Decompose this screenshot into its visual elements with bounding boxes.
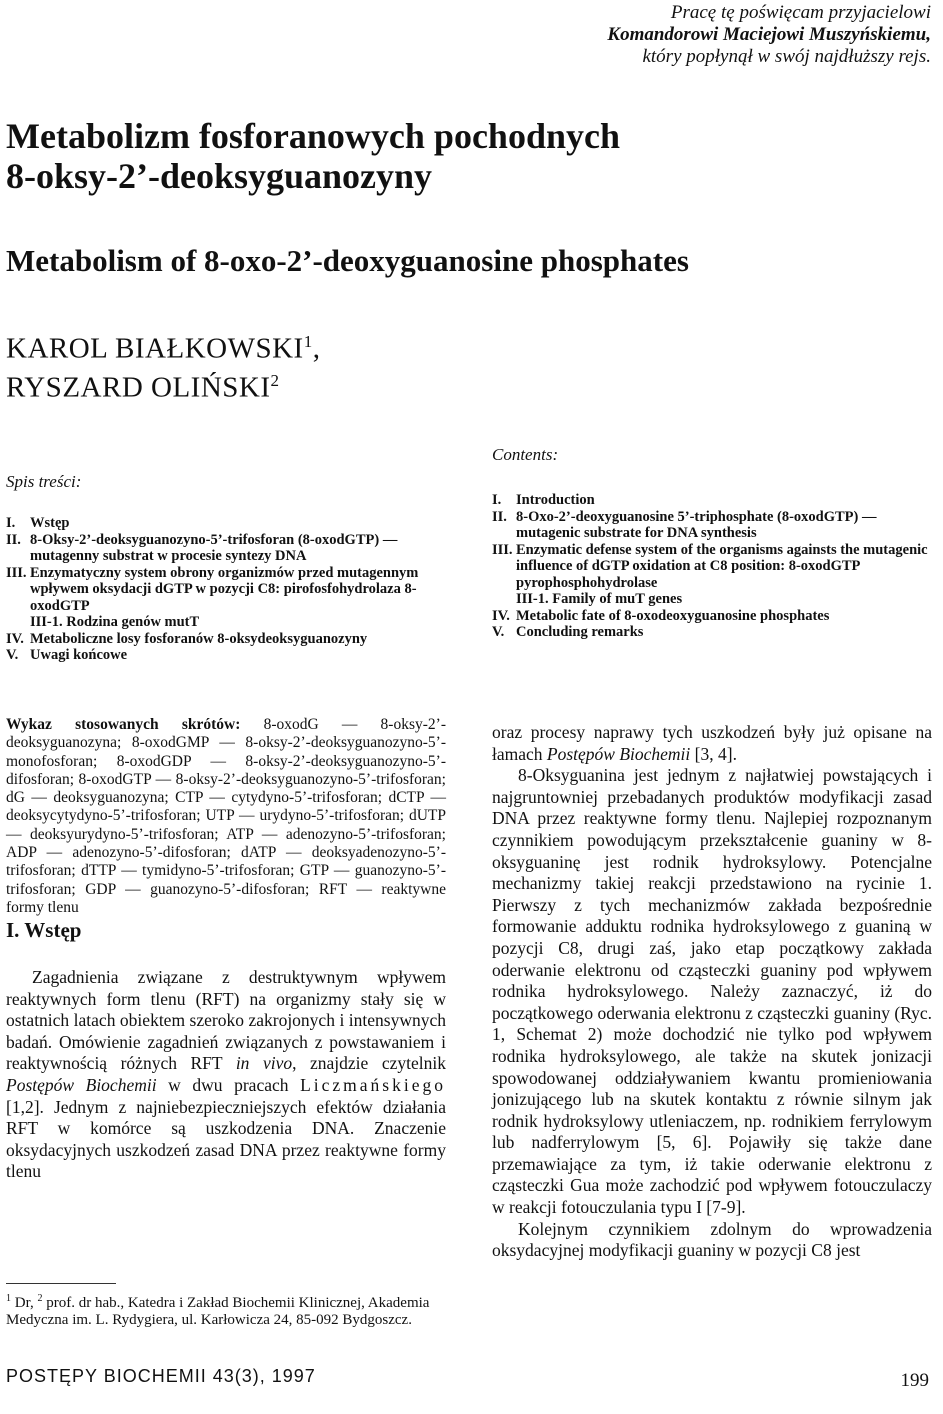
toc-item (6, 631, 446, 648)
author-affiliation-mark: 1 (303, 332, 313, 351)
paragraph (492, 722, 932, 765)
text-run-italic: Postępów Biochemii (6, 1074, 157, 1095)
author-name: KAROL BIAŁKOWSKI (6, 332, 304, 365)
toc-item-number: II. (6, 531, 21, 548)
author (6, 365, 606, 404)
toc-item-text: III-1. Family of muT genes (516, 591, 683, 607)
toc-item (6, 532, 446, 565)
title-polish-line: 8-oksy-2’-deoksyguanozyny (6, 156, 433, 196)
toc-item-text: 8-Oksy-2’-deoksyguanozyno-5’-trifosforan (8-oxodGTP) — mutagenny substrat w procesie syntezy DNA (30, 531, 398, 564)
toc-item-text: Enzymatyczny system obrony organizmów przed mutagennym wpływem oksydacji dGTP w pozycji C8: pirofosfohydrolaza 8-oxodGTP (30, 564, 419, 614)
dedication-line: Komandorowi Maciejowi Muszyńskiemu, (607, 24, 931, 45)
author-name: RYSZARD OLIŃSKI (6, 371, 271, 404)
toc-item-text: 8-Oxo-2’-deoxyguanosine 5’-triphosphate (8-oxodGTP) — mutagenic substrate for DNA synthesis (516, 508, 877, 541)
toc-item-number: IV. (6, 630, 24, 647)
footnote (6, 1290, 446, 1329)
text-run: , znajdzie czytelnik (292, 1053, 446, 1074)
toc-en-heading: Contents: (492, 445, 559, 464)
text-run-italic: in vivo (235, 1053, 293, 1074)
page-number: 199 (900, 1370, 929, 1391)
footnote-text: prof. dr hab., Katedra i Zakład Biochemii Klinicznej, Akademia Medyczna im. L. Rydygiera, ul. Karłowicza 24, 85-092 Bydgoszcz. (6, 1295, 430, 1328)
toc-item (6, 565, 446, 615)
footnote-mark: 2 (37, 1293, 43, 1304)
title-english: Metabolism of 8-oxo-2’-deoxyguanosine phosphates (6, 243, 689, 278)
toc-pl-heading: Spis treści: (6, 472, 82, 491)
toc-pl (6, 515, 446, 664)
text-run: w dwu pracach (156, 1074, 301, 1095)
abbreviations (6, 716, 446, 917)
dedication (491, 2, 931, 68)
author-affiliation-mark: 2 (270, 370, 280, 390)
toc-item (492, 509, 932, 542)
toc-item-text: III-1. Rodzina genów mutT (30, 614, 200, 630)
paragraph: 8-Oksyguanina jest jednym z najłatwiej powstających i najgruntowniej przebadanych produktów modyfikacji zasad DNA przez reaktywne formy tlenu. Najlepiej rozpoznanym czynnikiem powodującym przekształcenie guaniny w 8-oksyguaninę jest rodnik hydroksylowy. Potencjalne mechanizmy takiej reakcji przedstawiono na rycinie 1. Pierwszy z tych mechanizmów zakłada bezpośrednie formowanie adduktu rodnika hydroksylowego z guaniną w pozycji C8, drugi zaś, jako etap początkowy zakłada oderwanie elektronu od cząsteczki guaniny pod wpływem rodnika hydroksylowego. Należy zaznaczyć, iż do początkowego oderwania elektronu z cząsteczki guaniny (Ryc. 1, Schemat 2) może dochodzić nie tylko pod wpływem rodnika hydroksylowego, ale także na skutek jonizacji spowodowanej oddziaływaniem kwantu promieniowania jonizującego lub na skutek kontaktu z równie silnym jak rodnik hydroksylowy utleniaczem, np. rodnikiem ferrylowym lub nadferrylowym [5, 6]. Pojawiły się także dane przemawiające za tym, iż takie oderwanie elektronu z cząsteczki Gua może zachodzić pod wpływem fotouczulaczy w reakcji fotouczulania typu I [7-9]. (492, 765, 933, 1218)
paragraph: Kolejnym czynnikiem zdolnym do wprowadzenia oksydacyjnej modyfikacji guaniny w pozycji C8 jest (492, 1218, 932, 1261)
author (6, 326, 606, 365)
authors (6, 326, 606, 403)
text-run: Zagadnienia związane z destruktywnym wpływem reaktywnych form tlenu (RFT) na organizmy stały się w ostatnich latach obiektem szeroko zakrojonych i intensywnych badań. Omówienie zagadnień związanych z powstawaniem i reaktywnością różnych RFT (6, 967, 446, 1074)
footnote-divider (6, 1283, 116, 1284)
toc-item-text: Uwagi końcowe (30, 647, 128, 663)
toc-item-number: I. (492, 492, 502, 508)
footnote-text: Dr, (11, 1295, 38, 1311)
toc-item (492, 542, 932, 592)
toc-item (492, 608, 932, 625)
toc-item (492, 624, 932, 641)
text-run-italic: Postępów Biochemii (546, 743, 691, 764)
toc-item-text: Metabolic fate of 8-oxodeoxyguanosine phosphates (516, 607, 830, 624)
toc-item (6, 614, 446, 631)
left-column-body (6, 967, 446, 1183)
text-run-spaced: Liczmańskiego (300, 1074, 446, 1095)
toc-item-number: III. (6, 564, 27, 581)
journal-footer: POSTĘPY BIOCHEMII 43(3), 1997 (6, 1366, 316, 1386)
toc-item-number: II. (492, 508, 507, 525)
toc-item (492, 492, 932, 509)
title-polish (6, 116, 906, 196)
toc-item-number: IV. (492, 607, 510, 624)
toc-item (6, 515, 446, 532)
toc-item-text: Introduction (516, 492, 595, 508)
section-heading: I. Wstęp (6, 918, 82, 942)
right-column-body (492, 722, 932, 1262)
toc-item-text: Enzymatic defense system of the organisms againsts the mutagenic influence of dGTP oxidation at C8 position: 8-oxodGTP pyrophosphohydrolase (516, 541, 928, 591)
abbreviations-label: Wykaz stosowanych skrótów: (6, 716, 241, 733)
paragraph (6, 967, 446, 1183)
toc-item-number: I. (6, 515, 16, 531)
text-run: [1,2]. Jednym z najniebezpieczniejszych efektów działania RFT w komórce są uszkodzenia DNA. Znaczenie oksydacyjnych uszkodzeń zasad DNA przez reaktywne formy tlenu (6, 1096, 446, 1182)
text-run: oraz procesy naprawy tych uszkodzeń były już opisane na łamach (492, 722, 932, 764)
toc-item-number: III. (492, 541, 513, 558)
toc-item (492, 591, 932, 608)
dedication-line: który popłynął w swój najdłuższy rejs. (642, 46, 931, 67)
footnote-mark: 1 (6, 1293, 11, 1304)
abbreviations-text: 8-oxodG — 8-oksy-2’-deoksyguanozyna; 8-oxodGMP — 8-oksy-2’-deoksyguanozyno-5’-monofosforan; 8-oxodGDP — 8-oksy-2’-deoksyguanozyno-5’-difosforan; 8-oxodGTP — 8-oksy-2’-deoksyguanozyno-5’-trifosforan; dG — deoksyguanozyna; CTP — cytydyno-5’-trifosforan; dCTP — deoksycytydyno-5’-trifosforan; UTP — urydyno-5’-trifosforan; dUTP — deoksyurydyno-5’-trifosforan; ATP — adenozyno-5’-trifosforan; ADP — adenozyno-5’-difosforan; dATP — deoksyadenozyno-5’-trifosforan; dTTP — tymidyno-5’-trifosforan; GTP — guanozyno-5’-trifosforan; GDP — guanozyno-5’-difosforan; RFT — reaktywne formy tlenu (6, 716, 446, 916)
author-separator: , (312, 332, 321, 365)
toc-item-text: Metaboliczne losy fosforanów 8-oksydeoksyguanozyny (30, 630, 368, 647)
toc-item-number: V. (6, 647, 19, 663)
toc-item-number: V. (492, 624, 505, 640)
toc-item (6, 647, 446, 664)
dedication-line: Pracę tę poświęcam przyjacielowi (670, 2, 931, 23)
text-run: [3, 4]. (690, 743, 737, 764)
title-polish-line: Metabolizm fosforanowych pochodnych (6, 116, 620, 156)
toc-en (492, 492, 932, 641)
toc-item-text: Wstęp (30, 515, 70, 531)
toc-item-text: Concluding remarks (516, 624, 644, 640)
